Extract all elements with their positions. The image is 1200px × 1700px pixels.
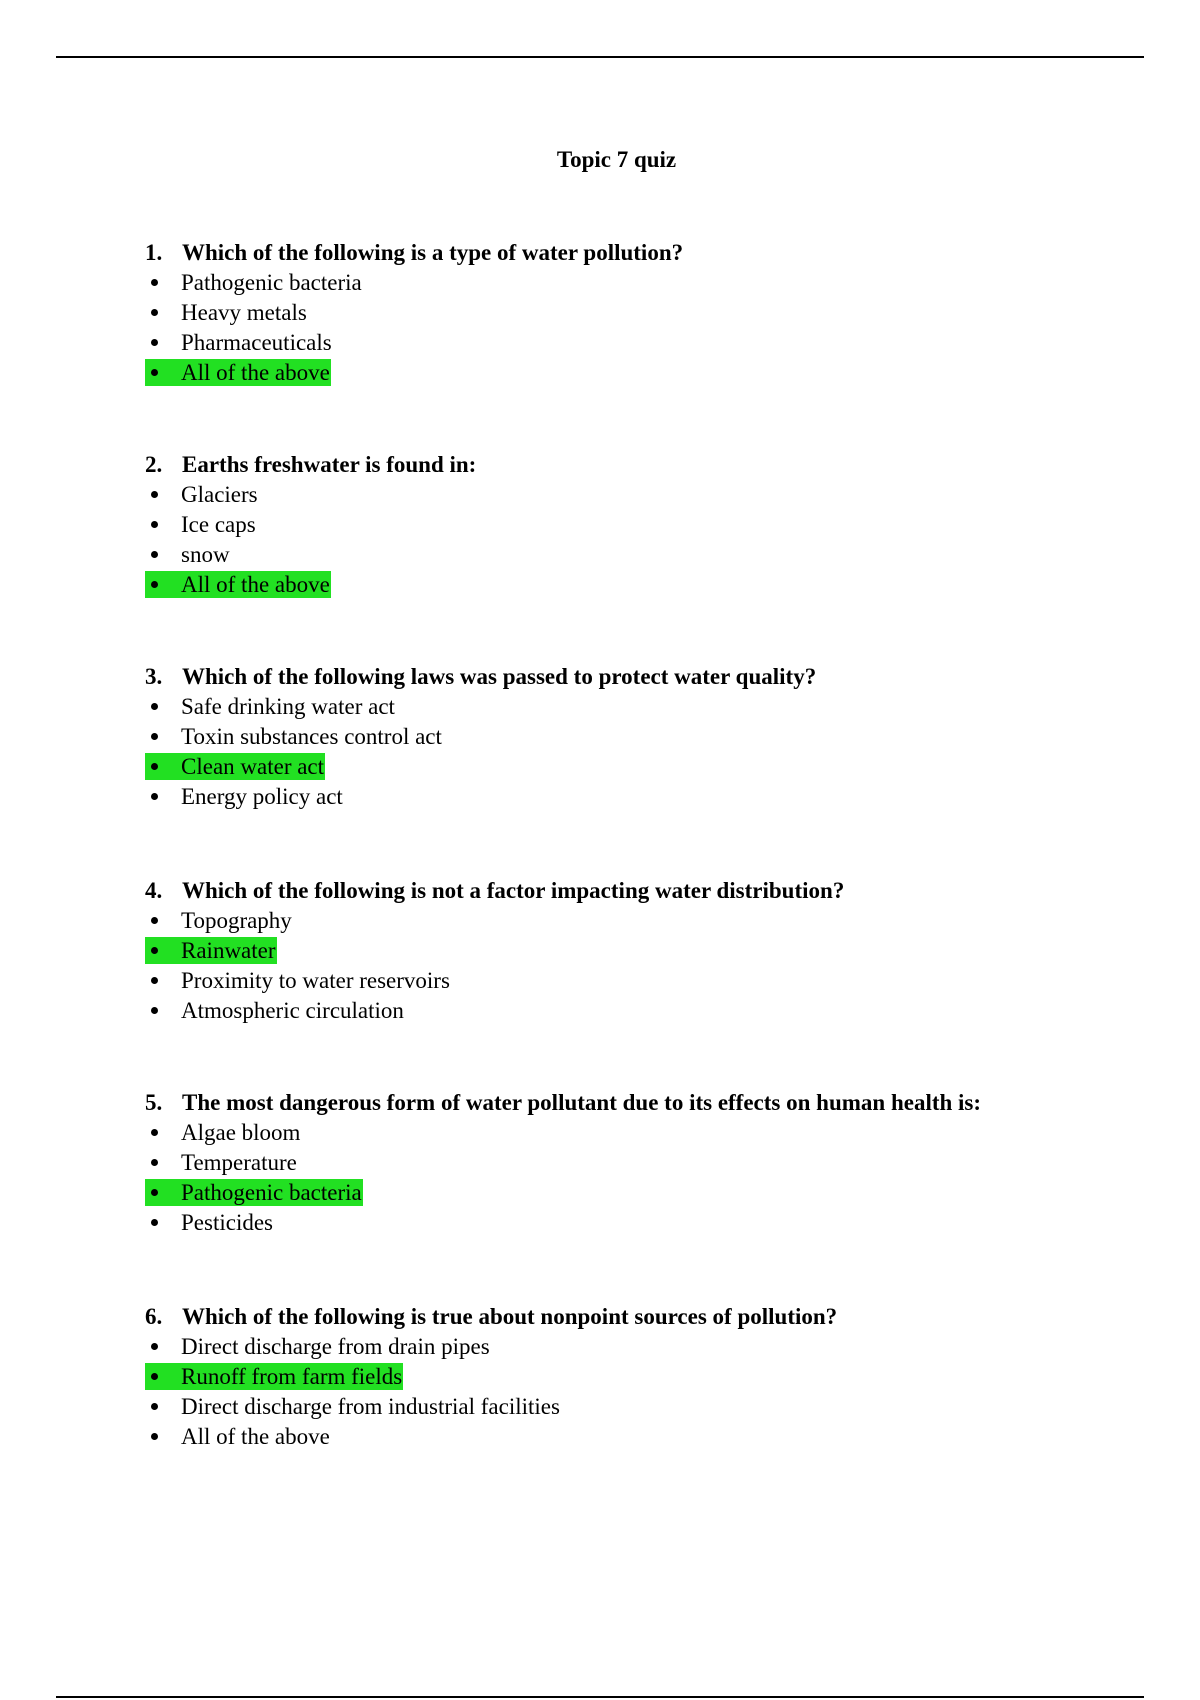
option-label: All of the above <box>181 572 330 597</box>
option-label: Energy policy act <box>181 784 343 809</box>
question-number: 6. <box>145 1304 163 1329</box>
correct-answer-option <box>145 569 1165 599</box>
option-item <box>145 297 1165 327</box>
option-label: Direct discharge from drain pipes <box>181 1334 490 1359</box>
question-number: 3. <box>145 664 163 689</box>
option-item <box>145 995 1165 1025</box>
top-rule <box>56 56 1144 58</box>
option-item <box>145 691 1165 721</box>
option-label: Direct discharge from industrial facilities <box>181 1394 560 1419</box>
question-text: The most dangerous form of water pollutant due to its effects on human health is: <box>182 1090 982 1115</box>
option-list <box>145 1117 1165 1237</box>
option-item <box>145 781 1165 811</box>
question-6 <box>145 1302 1165 1451</box>
option-item <box>145 327 1165 357</box>
option-label: All of the above <box>181 1424 330 1449</box>
question-header <box>145 238 1165 267</box>
option-item <box>145 539 1165 569</box>
page-title: Topic 7 quiz <box>556 147 677 172</box>
correct-answer-option <box>145 357 1165 387</box>
option-list <box>145 691 1165 811</box>
option-item <box>145 1117 1165 1147</box>
option-item <box>145 1421 1165 1451</box>
option-item <box>145 1391 1165 1421</box>
option-item <box>145 965 1165 995</box>
option-label: snow <box>181 542 230 567</box>
bullet-icon <box>151 763 158 770</box>
question-4 <box>145 876 1165 1025</box>
option-label: Heavy metals <box>181 300 307 325</box>
option-label: Atmospheric circulation <box>181 998 404 1023</box>
question-text: Which of the following is a type of water pollution? <box>182 240 684 265</box>
question-number: 1. <box>145 240 163 265</box>
question-text: Which of the following is true about nonpoint sources of pollution? <box>182 1304 838 1329</box>
question-5 <box>145 1088 1165 1237</box>
question-text: Which of the following laws was passed to protect water quality? <box>182 664 817 689</box>
option-list <box>145 905 1165 1025</box>
option-label: Runoff from farm fields <box>181 1364 403 1389</box>
option-label: Algae bloom <box>181 1120 301 1145</box>
question-header <box>145 450 1165 479</box>
option-label: Clean water act <box>181 754 325 779</box>
option-item <box>145 1147 1165 1177</box>
question-number: 2. <box>145 452 163 477</box>
option-item <box>145 1331 1165 1361</box>
bullet-icon <box>151 1189 158 1196</box>
option-list <box>145 479 1165 599</box>
option-list <box>145 1331 1165 1451</box>
option-item <box>145 479 1165 509</box>
answer-highlight <box>145 1179 363 1206</box>
correct-answer-option <box>145 751 1165 781</box>
option-item <box>145 1207 1165 1237</box>
question-1 <box>145 238 1165 387</box>
correct-answer-option <box>145 935 1165 965</box>
option-item <box>145 267 1165 297</box>
option-label: Toxin substances control act <box>181 724 442 749</box>
option-label: Proximity to water reservoirs <box>181 968 450 993</box>
option-label: Pharmaceuticals <box>181 330 332 355</box>
question-number: 4. <box>145 878 163 903</box>
option-label: Rainwater <box>181 938 276 963</box>
option-item <box>145 509 1165 539</box>
correct-answer-option <box>145 1177 1165 1207</box>
option-label: Temperature <box>181 1150 297 1175</box>
bullet-icon <box>151 581 158 588</box>
correct-answer-option <box>145 1361 1165 1391</box>
bullet-icon <box>151 369 158 376</box>
question-2 <box>145 450 1165 599</box>
option-label: Safe drinking water act <box>181 694 395 719</box>
question-header <box>145 1088 1165 1117</box>
question-text: Which of the following is not a factor impacting water distribution? <box>182 878 845 903</box>
option-item <box>145 905 1165 935</box>
option-label: Pesticides <box>181 1210 273 1235</box>
bullet-icon <box>151 1373 158 1380</box>
bullet-icon <box>151 947 158 954</box>
option-label: Pathogenic bacteria <box>181 270 362 295</box>
answer-highlight <box>145 937 277 964</box>
question-header <box>145 1302 1165 1331</box>
answer-highlight <box>145 753 325 780</box>
option-item <box>145 721 1165 751</box>
question-header <box>145 876 1165 905</box>
option-list <box>145 267 1165 387</box>
option-label: Ice caps <box>181 512 256 537</box>
option-label: Pathogenic bacteria <box>181 1180 362 1205</box>
question-3 <box>145 662 1165 811</box>
option-label: All of the above <box>181 360 330 385</box>
bottom-rule <box>56 1696 1144 1698</box>
question-text: Earths freshwater is found in: <box>182 452 477 477</box>
option-label: Glaciers <box>181 482 258 507</box>
question-header <box>145 662 1165 691</box>
question-number: 5. <box>145 1090 163 1115</box>
answer-highlight <box>145 571 331 598</box>
answer-highlight <box>145 1363 403 1390</box>
option-label: Topography <box>181 908 292 933</box>
answer-highlight <box>145 359 331 386</box>
